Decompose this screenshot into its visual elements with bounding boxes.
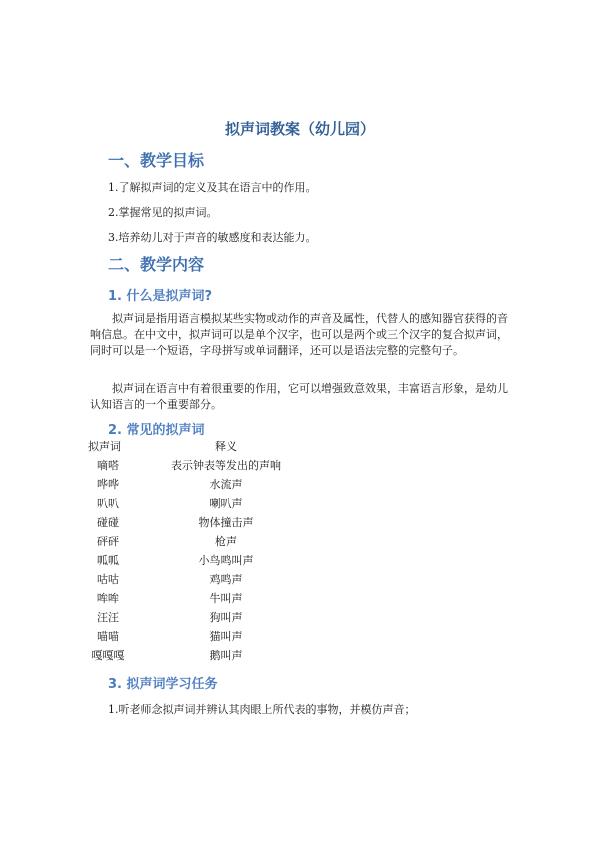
goal-item-3: 3.培养幼儿对于声音的敏感度和表达能力。 bbox=[108, 231, 317, 244]
table-header-row bbox=[86, 437, 386, 456]
table-row bbox=[86, 570, 386, 589]
table-cell-meaning: 小鸟鸣叫声 bbox=[198, 554, 254, 567]
column-header-word: 拟声词 bbox=[88, 440, 121, 453]
table-cell-word: 哗哗 bbox=[97, 478, 119, 491]
table-cell-meaning: 表示钟表等发出的声响 bbox=[171, 459, 281, 472]
column-header-meaning: 释义 bbox=[215, 440, 237, 453]
table-row bbox=[86, 646, 386, 665]
table-cell-word: 喵喵 bbox=[97, 630, 119, 643]
table-cell-meaning: 牛叫声 bbox=[209, 592, 243, 605]
table-cell-meaning: 猫叫声 bbox=[209, 630, 243, 643]
table-cell-word: 汪汪 bbox=[97, 611, 119, 624]
table-row bbox=[86, 475, 386, 494]
table-row bbox=[86, 494, 386, 513]
subheading-what-is: 1. 什么是拟声词? bbox=[108, 289, 213, 304]
goal-item-1: 1.了解拟声词的定义及其在语言中的作用。 bbox=[108, 181, 317, 194]
table-row bbox=[86, 608, 386, 627]
table-cell-word: 咕咕 bbox=[97, 573, 119, 586]
table-cell-meaning: 鹅叫声 bbox=[209, 649, 243, 662]
table-row bbox=[86, 627, 386, 646]
onomatopoeia-table bbox=[86, 437, 386, 665]
table-cell-meaning: 物体撞击声 bbox=[198, 516, 254, 529]
table-cell-word: 呱呱 bbox=[97, 554, 119, 567]
table-cell-word: 叭叭 bbox=[97, 497, 119, 510]
table-cell-word: 砰砰 bbox=[97, 535, 119, 548]
paragraph-definition: 拟声词是指用语言模拟某些实物或动作的声音及属性，代替人的感知器官获得的音响信息。在中文中，拟声词可以是单个汉字，也可以是两个或三个汉字的复合拟声词，同时可以是一个短语，字母拼写或单词翻译，还可以是语法完整的完整句子。 bbox=[90, 312, 508, 357]
table-row bbox=[86, 513, 386, 532]
table-cell-word: 嘎嘎嘎 bbox=[91, 649, 125, 662]
table-row bbox=[86, 456, 386, 475]
subheading-common-words: 2. 常见的拟声词 bbox=[108, 423, 205, 438]
table-cell-meaning: 水流声 bbox=[209, 478, 243, 491]
table-cell-word: 碰碰 bbox=[97, 516, 119, 529]
table-cell-meaning: 鸡鸣声 bbox=[209, 573, 243, 586]
table-cell-meaning: 枪声 bbox=[215, 535, 237, 548]
table-cell-word: 哞哞 bbox=[97, 592, 119, 605]
task-item-1: 1.听老师念拟声词并辨认其肉眼上所代表的事物，并模仿声音； bbox=[108, 703, 416, 716]
table-cell-meaning: 狗叫声 bbox=[209, 611, 243, 624]
paragraph-importance: 拟声词在语言中有着很重要的作用，它可以增强致意效果，丰富语言形象，是幼儿认知语言的一个重要部分。 bbox=[90, 382, 508, 411]
subheading-learning-tasks: 3. 拟声词学习任务 bbox=[108, 677, 218, 692]
table-row bbox=[86, 551, 386, 570]
table-cell-word: 嘀嗒 bbox=[97, 459, 119, 472]
goal-item-2: 2.掌握常见的拟声词。 bbox=[108, 206, 218, 219]
section-heading-goals: 一、教学目标 bbox=[108, 151, 205, 170]
table-cell-meaning: 喇叭声 bbox=[209, 497, 243, 510]
table-row bbox=[86, 589, 386, 608]
section-heading-content: 二、教学内容 bbox=[108, 255, 205, 274]
table-row bbox=[86, 532, 386, 551]
document-title: 拟声词教案（幼儿园） bbox=[224, 120, 375, 138]
